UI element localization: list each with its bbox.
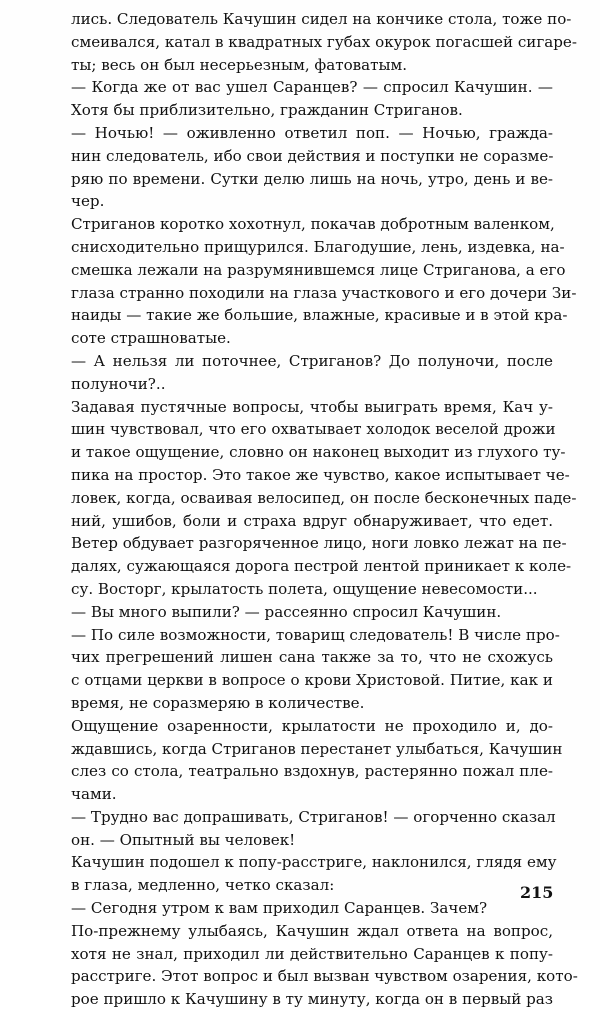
paragraph [71, 76, 553, 122]
text-line: По-прежнему улыбаясь, Качушин ждал ответа на вопрос, [71, 921, 553, 940]
text-line: Задавая пустячные вопросы, чтобы выиграть время, Кач у- [71, 397, 553, 416]
text-line: ты; весь он был несерьезным, фатоватым. [71, 55, 408, 74]
text-line: чер. [71, 192, 105, 211]
text-line: слез со стола, театрально вздохнув, растерянно пожал пле- [71, 762, 553, 781]
text-line: — Когда же от вас ушел Саранцев? — спросил Качушин. — [71, 78, 553, 97]
text-line: лись. Следователь Качушин сидел на кончике стола, тоже по- [71, 10, 572, 28]
paragraph [71, 122, 553, 213]
text-line: — Трудно вас допрашивать, Стриганов! — огорченно сказал [71, 807, 556, 826]
text-line: — Ночью! — оживленно ответил поп. — Ночью, гражда- [71, 123, 553, 142]
text-line: наиды — такие же большие, влажные, красивые и в этой кра- [71, 306, 568, 325]
text-line: — Вы много выпили? — рассеянно спросил Качушин. [71, 602, 502, 621]
paragraph [71, 920, 578, 1011]
paragraph [71, 213, 577, 350]
text-line: соте страшноватые. [71, 329, 231, 348]
paragraph [71, 851, 557, 897]
text-line: расстриге. Этот вопрос и был вызван чувством озарения, кото- [71, 967, 578, 986]
text-line: хотя не знал, приходил ли действительно Саранцев к попу- [71, 944, 553, 963]
text-line: ний, ушибов, боли и страха вдруг обнаруживает, что едет. [71, 511, 553, 530]
text-line: смеивался, катал в квадратных губах окурок погасшей сигаре- [71, 32, 577, 51]
text-line: ждавшись, когда Стриганов перестанет улыбаться, Качушин [71, 739, 563, 758]
paragraph [71, 601, 553, 624]
text-line: ряю по времени. Сутки делю лишь на ночь, утро, день и ве- [71, 169, 553, 188]
page-text [71, 8, 578, 1011]
text-line: рое пришло к Качушину в ту минуту, когда он в первый раз [71, 990, 553, 1009]
text-line: и такое ощущение, словно он наконец выходит из глухого ту- [71, 443, 566, 462]
text-line: Стриганов коротко хохотнул, покачав добротным валенком, [71, 215, 555, 234]
text-line: — Сегодня утром к вам приходил Саранцев. Зачем? [71, 899, 488, 918]
paragraph [71, 624, 560, 715]
text-line: в глаза, медленно, четко сказал: [71, 876, 335, 895]
paragraph [71, 897, 553, 920]
text-line: — А нельзя ли поточнее, Стриганов? До полуночи, после [71, 351, 553, 370]
text-line: Ветер обдувает разгоряченное лицо, ноги ловко лежат на пе- [71, 534, 567, 553]
text-line: с отцами церкви в вопросе о крови Христовой. Питие, как и [71, 671, 553, 690]
text-line: глаза странно походили на глаза участкового и его дочери Зи- [71, 283, 577, 302]
paragraph [71, 350, 553, 396]
text-line: Качушин подошел к попу-расстриге, наклонился, глядя ему [71, 853, 557, 872]
text-line: Ощущение озаренности, крылатости не проходило и, до- [71, 716, 553, 735]
text-line: Хотя бы приблизительно, гражданин Стриганов. [71, 101, 463, 120]
text-line: он. — Опытный вы человек! [71, 830, 296, 849]
paragraph [71, 715, 563, 806]
text-line: шин чувствовал, что его охватывает холодок веселой дрожи [71, 420, 556, 439]
page-number: 215 [520, 883, 554, 902]
text-line: чих прегрешений лишен сана также за то, что не схожусь [71, 648, 553, 667]
text-line: смешка лежали на разрумянившемся лице Стриганова, а его [71, 260, 566, 279]
text-line: полуночи?.. [71, 374, 166, 393]
text-line: — По силе возможности, товарищ следователь! В числе про- [71, 625, 560, 644]
text-line: ловек, когда, осваивая велосипед, он после бесконечных паде- [71, 488, 577, 507]
text-line: су. Восторг, крылатость полета, ощущение невесомости... [71, 579, 538, 598]
paragraph [71, 806, 556, 852]
text-line: нин следователь, ибо свои действия и поступки не соразме- [71, 146, 554, 165]
text-line: время, не соразмеряю в количестве. [71, 693, 365, 712]
text-line: чами. [71, 785, 117, 804]
text-line: пика на простор. Это такое же чувство, какое испытывает че- [71, 465, 570, 484]
text-line: снисходительно прищурился. Благодушие, лень, издевка, на- [71, 237, 565, 256]
paragraph [71, 8, 577, 76]
paragraph [71, 396, 577, 601]
text-line: далях, сужающаяся дорога пестрой лентой приникает к коле- [71, 557, 572, 576]
